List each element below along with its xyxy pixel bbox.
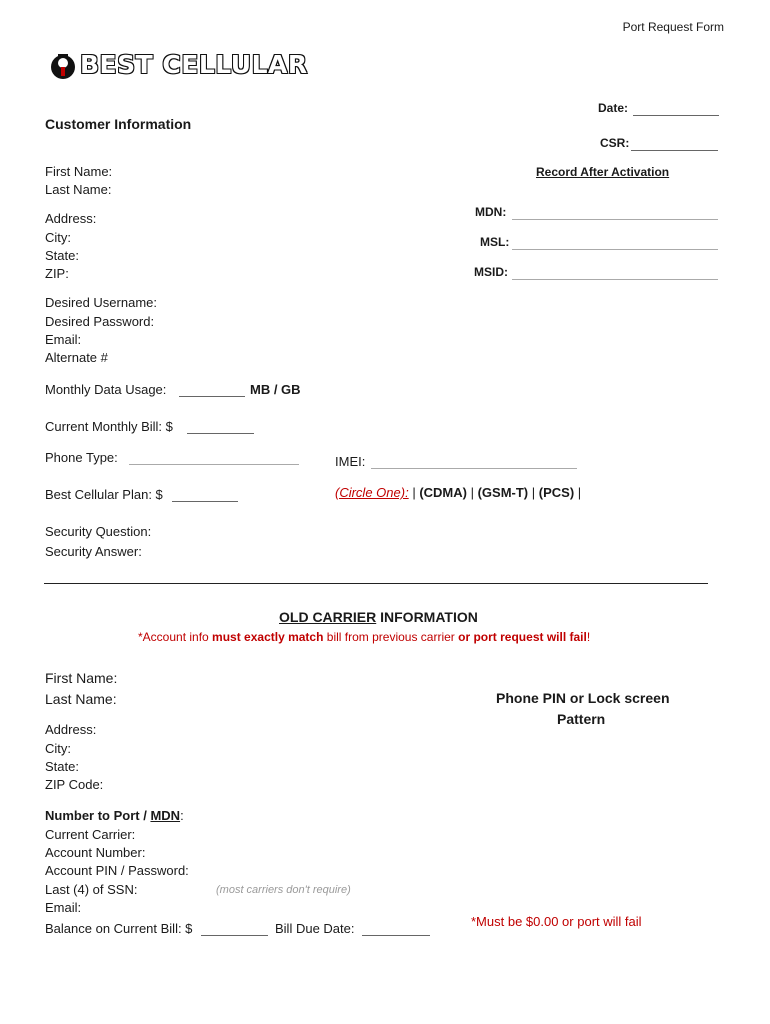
phone-type-label: Phone Type: xyxy=(45,450,118,465)
ssn-hint: (most carriers don't require) xyxy=(216,884,351,896)
network-cdma[interactable]: (CDMA) xyxy=(419,485,467,500)
monthly-bill-label: Current Monthly Bill: $ xyxy=(45,419,173,434)
old-first-name-label: First Name: xyxy=(45,670,118,686)
mascot-icon xyxy=(50,52,76,80)
old-city-label: City: xyxy=(45,741,71,756)
note-end: ! xyxy=(586,630,591,644)
old-state-label: State: xyxy=(45,759,79,774)
msl-line[interactable] xyxy=(512,248,718,250)
mdn-label: MDN: xyxy=(475,205,507,219)
address-label: Address: xyxy=(45,211,97,226)
logo-text: BEST CELLULAR xyxy=(80,50,308,79)
old-carrier-heading-rest: INFORMATION xyxy=(376,609,478,625)
due-date-label: Bill Due Date: xyxy=(275,921,355,936)
due-date-line[interactable] xyxy=(362,934,430,936)
plan-label: Best Cellular Plan: $ xyxy=(45,487,163,502)
msid-line[interactable] xyxy=(512,278,718,280)
date-line[interactable] xyxy=(633,114,719,116)
must-be-zero-note: *Must be $0.00 or port will fail xyxy=(471,914,642,929)
monthly-bill-line[interactable] xyxy=(187,432,254,434)
csr-line[interactable] xyxy=(631,149,718,151)
old-carrier-note xyxy=(138,630,590,644)
balance-label: Balance on Current Bill: $ xyxy=(45,921,193,936)
security-answer-label: Security Answer: xyxy=(45,544,142,559)
date-label: Date: xyxy=(598,101,629,115)
number-to-port-colon: : xyxy=(180,808,184,823)
zip-label: ZIP: xyxy=(45,266,69,281)
phone-type-line[interactable] xyxy=(129,463,299,465)
msid-label: MSID: xyxy=(474,265,508,279)
section-divider xyxy=(44,583,708,584)
mdn-line[interactable] xyxy=(512,218,718,220)
data-units: MB / GB xyxy=(250,382,301,397)
network-pcs[interactable]: (PCS) xyxy=(538,485,575,500)
state-label: State: xyxy=(45,248,79,263)
activation-heading: Record After Activation xyxy=(536,165,670,179)
imei-label: IMEI: xyxy=(335,454,366,469)
note-bold-2: or port request will fail xyxy=(458,630,587,644)
network-gsm[interactable]: (GSM-T) xyxy=(477,485,529,500)
old-carrier-heading-underlined: OLD CARRIER xyxy=(279,609,377,625)
circle-one-label: (Circle One): xyxy=(335,485,409,500)
city-label: City: xyxy=(45,230,71,245)
pin-heading-line1: Phone PIN or Lock screen xyxy=(496,690,670,706)
imei-line[interactable] xyxy=(371,467,577,469)
current-carrier-label: Current Carrier: xyxy=(45,827,136,842)
msl-label: MSL: xyxy=(480,235,510,249)
note-pre: *Account info xyxy=(138,630,213,644)
balance-line[interactable] xyxy=(201,934,268,936)
old-address-label: Address: xyxy=(45,722,97,737)
username-label: Desired Username: xyxy=(45,295,157,310)
old-zip-label: ZIP Code: xyxy=(45,777,104,792)
security-question-label: Security Question: xyxy=(45,524,152,539)
email-label: Email: xyxy=(45,332,82,347)
number-to-port-label xyxy=(45,808,184,823)
old-email-label: Email: xyxy=(45,900,82,915)
password-label: Desired Password: xyxy=(45,314,155,329)
account-pin-label: Account PIN / Password: xyxy=(45,863,189,878)
network-selector: (Circle One): | (CDMA) | (GSM-T) | (PCS) | xyxy=(335,485,582,500)
note-bold-1: must exactly match xyxy=(212,630,324,644)
number-to-port-mdn: MDN xyxy=(150,808,181,823)
number-to-port-text: Number to Port / xyxy=(45,808,151,823)
last-name-label: Last Name: xyxy=(45,182,112,197)
data-usage-line[interactable] xyxy=(179,395,245,397)
note-mid: bill from previous carrier xyxy=(323,630,459,644)
old-last-name-label: Last Name: xyxy=(45,691,117,707)
pin-heading-line2: Pattern xyxy=(557,711,606,727)
alternate-label: Alternate # xyxy=(45,350,108,365)
customer-heading: Customer Information xyxy=(45,116,192,132)
form-title: Port Request Form xyxy=(622,20,724,34)
old-carrier-heading xyxy=(279,609,478,625)
ssn-label: Last (4) of SSN: xyxy=(45,882,138,897)
plan-line[interactable] xyxy=(172,500,238,502)
first-name-label: First Name: xyxy=(45,164,113,179)
csr-label: CSR: xyxy=(600,136,630,150)
data-usage-label: Monthly Data Usage: xyxy=(45,382,167,397)
account-number-label: Account Number: xyxy=(45,845,146,860)
